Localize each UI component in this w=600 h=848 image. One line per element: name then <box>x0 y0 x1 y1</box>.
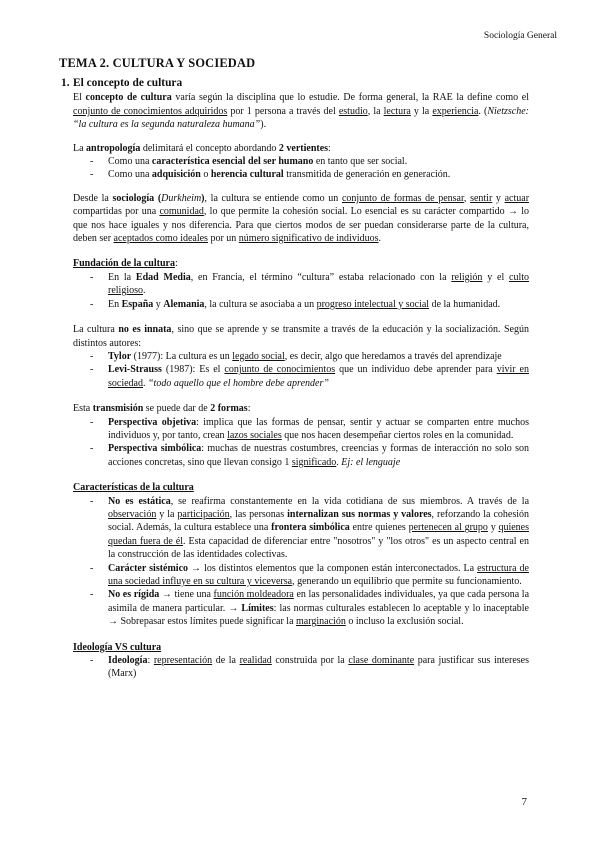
innate-paragraph: La cultura no es innata, sino que se aprende y se transmite a través de la educación y la socialización. Según distintos autores: <box>73 324 529 349</box>
ideology-list <box>73 654 529 681</box>
section-title: El concepto de cultura <box>73 77 183 89</box>
list-item: - Perspectiva simbólica: muchas de nuestras costumbres, creencias y formas de interacción no solo son acciones concretas, sino que llevan consigo 1 significado. Ej: el lenguaje <box>73 442 529 469</box>
page-content <box>61 53 530 681</box>
list-item: - Tylor (1977): La cultura es un legado social, es decir, algo que heredamos a través del aprendizaje <box>73 350 529 363</box>
characteristics-list <box>73 495 529 629</box>
section-number: 1. <box>61 77 70 89</box>
list-item: - Como una adquisición o herencia cultural transmitida de generación en generación. <box>73 168 529 181</box>
list-item: - Ideología: representación de la realidad construida por la clase dominante para justificar sus intereses (Marx) <box>73 654 529 681</box>
list-item: - No es rígida → tiene una función moldeadora en las personalidades individuales, ya que cada persona la asimila de manera particular. → Límites: las normas culturales establecen lo aceptable y lo inaceptable → Sobrepasar estos límites puede significar la marginación o incluso la exclusión social. <box>73 588 529 628</box>
chapter-title: TEMA 2. CULTURA Y SOCIEDAD <box>59 56 256 70</box>
authors-list <box>73 350 529 390</box>
list-item: - Perspectiva objetiva: implica que las formas de pensar, sentir y actuar se comparten entre muchos individuos y, por tanto, crean lazos sociales que nos hacen desempeñar ciertos roles en la comunidad. <box>73 416 529 443</box>
section-heading <box>61 77 529 90</box>
foundation-list <box>73 271 529 311</box>
ideology-heading: Ideología VS cultura <box>73 641 162 653</box>
running-header: Sociología General <box>483 31 557 41</box>
intro-paragraph: El concepto de cultura varía según la disciplina que lo estudie. De forma general, la RAE la define como el conjunto de conocimientos adquiridos por 1 persona a través del estudio, la lectura y la experiencia. (Nietzsche: “la cultura es la segunda naturaleza humana”). <box>73 92 529 131</box>
list-item: - Como una característica esencial del ser humano en tanto que ser social. <box>73 155 529 168</box>
list-item: - En la Edad Media, en Francia, el término “cultura” estaba relacionado con la religión y el culto religioso. <box>73 271 529 298</box>
list-item: - En España y Alemania, la cultura se asociaba a un progreso intelectual y social de la humanidad. <box>73 298 529 311</box>
sociology-paragraph: Desde la sociología (Durkheim), la cultura se entiende como un conjunto de formas de pensar, sentir y actuar compartidas por una comunidad, lo que permite la cohesión social. Lo esencial es su carácter compartido → lo que nos hace iguales y nos diferencia. Para que ciertos modos de ser puedan considerarse parte de la cultura, deben ser aceptados como ideales por un número significativo de individuos. <box>73 192 530 245</box>
anthropology-paragraph: La antropología delimitará el concepto abordando 2 vertientes: <box>73 142 331 154</box>
transmission-paragraph: Esta transmisión se puede dar de 2 formas: <box>73 403 251 415</box>
page-number: 7 <box>521 796 527 808</box>
list-item: - No es estática, se reafirma constantemente en la vida cotidiana de sus miembros. A través de la observación y la participación, las personas internalizan sus normas y valores, reforzando la cohesión social. Además, la cultura establece una frontera simbólica entre quienes pertenecen al grupo y quienes quedan fuera de él. Esta capacidad de diferenciar entre "nosotros" y "los otros" es un aspecto central en la construcción de las identidades colectivas. <box>73 495 529 562</box>
list-item: - Levi-Strauss (1987): Es el conjunto de conocimientos que un individuo debe aprender para vivir en sociedad. “todo aquello que el hombre debe aprender” <box>73 363 529 390</box>
foundation-heading: Fundación de la cultura: <box>73 258 178 270</box>
list-item: - Carácter sistémico → los distintos elementos que la componen están interconectados. La estructura de una sociedad influye en su cultura y viceversa, generando un equilibrio que permite su funcionamiento. <box>73 562 529 589</box>
characteristics-heading: Características de la cultura <box>73 482 194 494</box>
anthropology-list <box>73 155 529 182</box>
transmission-list <box>73 416 529 470</box>
